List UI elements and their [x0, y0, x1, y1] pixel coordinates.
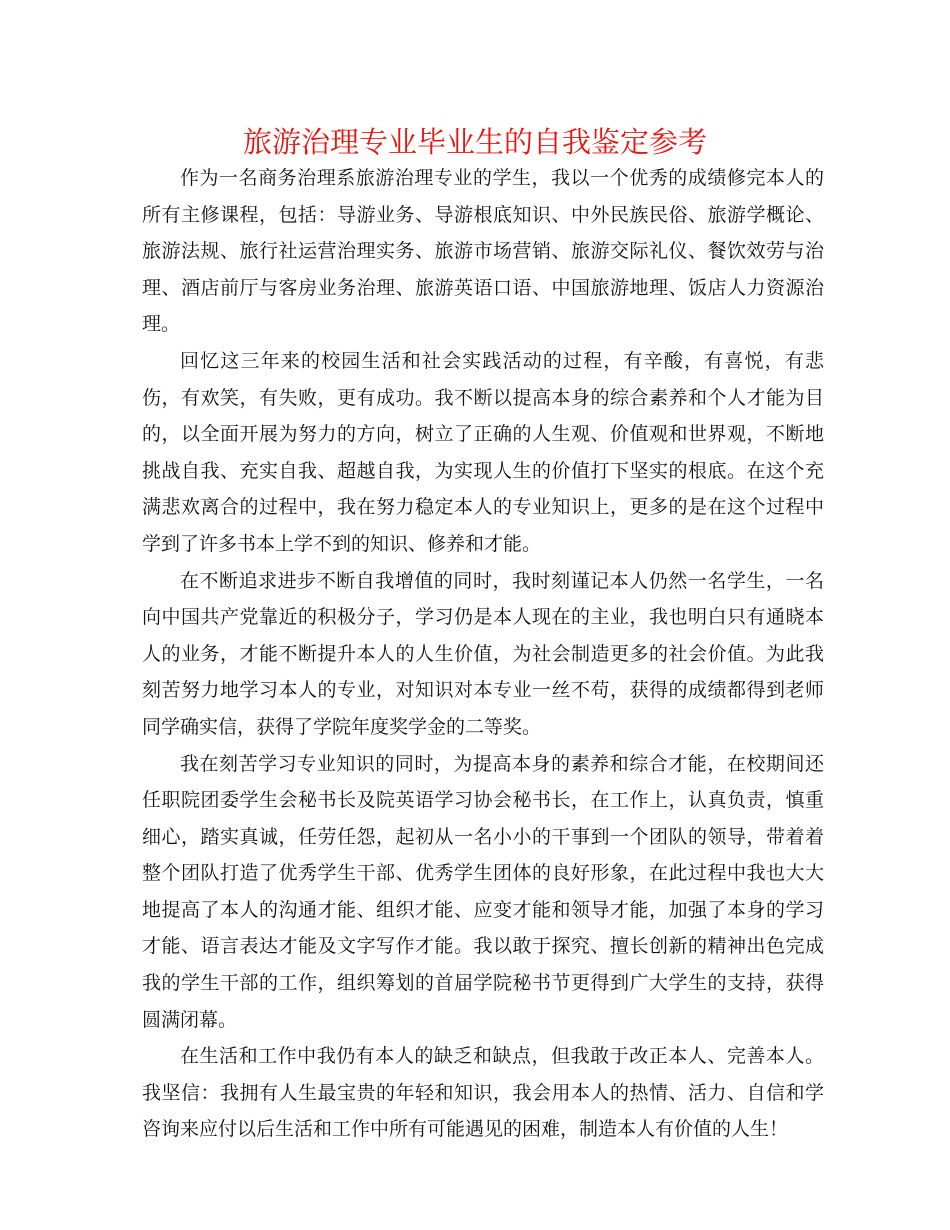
paragraph-1: 作为一名商务治理系旅游治理专业的学生，我以一个优秀的成绩修完本人的所有主修课程，包括：导游业务、导游根底知识、中外民族民俗、旅游学概论、旅游法规、旅行社运营治理实务、旅游市场营销、旅游交际礼仪、餐饮效劳与治理、酒店前厅与客房业务治理、旅游英语口语、中国旅游地理、饭店人力资源治理。 — [142, 167, 824, 336]
paragraph-2: 回忆这三年来的校园生活和社会实践活动的过程，有辛酸，有喜悦，有悲伤，有欢笑，有失败，更有成功。我不断以提高本身的综合素养和个人才能为目的，以全面开展为努力的方向，树立了正确的人生观、价值观和世界观，不断地挑战自我、充实自我、超越自我，为实现人生的价值打下坚实的根底。在这个充满悲欢离合的过程中，我在努力稳定本人的专业知识上，更多的是在这个过程中学到了许多书本上学不到的知识、修养和才能。 — [142, 349, 824, 555]
paragraph-4: 我在刻苦学习专业知识的同时，为提高本身的素养和综合才能，在校期间还任职院团委学生会秘书长及院英语学习协会秘书长，在工作上，认真负责，慎重细心，踏实真诚，任劳任怨，起初从一名小小的干事到一个团队的领导，带着着整个团队打造了优秀学生干部、优秀学生团体的良好形象，在此过程中我也大大地提高了本人的沟通才能、组织才能、应变才能和领导才能，加强了本身的学习才能、语言表达才能及文字写作才能。我以敢于探究、擅长创新的精神出色完成我的学生干部的工作，组织筹划的首届学院秘书节更得到广大学生的支持，获得圆满闭幕。 — [142, 752, 824, 1031]
document-title: 旅游治理专业毕业生的自我鉴定参考 — [242, 125, 707, 159]
document-body — [142, 160, 824, 1148]
paragraph-5: 在生活和工作中我仍有本人的缺乏和缺点，但我敢于改正本人、完善本人。我坚信：我拥有人生最宝贵的年轻和知识，我会用本人的热情、活力、自信和学咨询来应付以后生活和工作中所有可能遇见的困难，制造本人有价值的人生！ — [142, 1045, 824, 1141]
paragraph-3: 在不断追求进步不断自我增值的同时，我时刻谨记本人仍然一名学生，一名向中国共产党靠近的积极分子，学习仍是本人现在的主业，我也明白只有通晓本人的业务，才能不断提升本人的人生价值，为社会制造更多的社会价值。为此我刻苦努力地学习本人的专业，对知识对本专业一丝不苟，获得的成绩都得到老师同学确实信，获得了学院年度奖学金的二等奖。 — [142, 569, 824, 738]
